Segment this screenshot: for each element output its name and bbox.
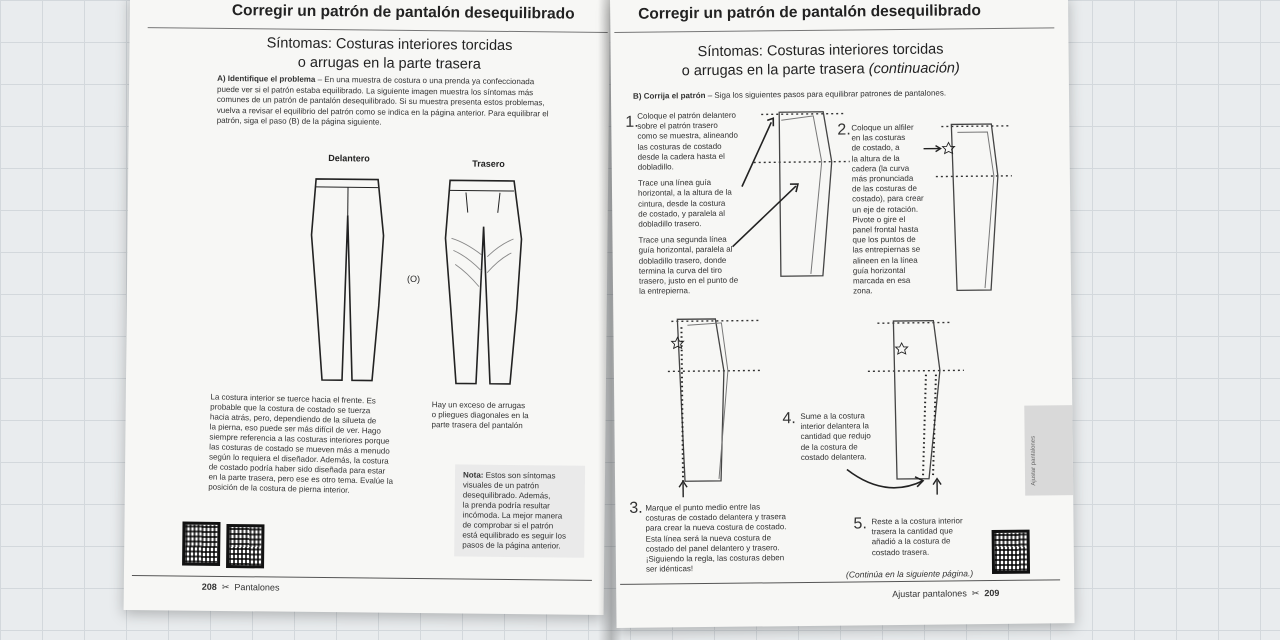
note-box: Nota: Estos son síntomas visuales de un patrón desequilibrado. Además, la prenda podría resultar incómoda. La mejor manera de comprobar si el patrón está equilibrado es seguir los pasos de la página anterior. [454,464,585,557]
step-3-pattern-illustration [663,314,765,501]
step-3-number: 3. [629,499,643,517]
continued-note: (Continúa en la siguiente página.) [845,568,974,580]
label-back: Trasero [472,158,505,169]
left-page [124,0,610,615]
step-4-5-pattern-illustration [863,318,975,499]
right-page [610,0,1075,628]
scissors-icon: ✂ [219,581,232,593]
back-trousers-illustration [440,178,526,391]
step-3-text: Marque el punto medio entre las costuras de costado delantera y trasera para crear la nueva costura de costado. Esta línea será la nueva costura de costado del panel delantero y trasero. ¡Siguiendo la regla, las costuras deben ser idénticas! [645,502,787,574]
step-4-text: Sume a la costura interior delantera la cantidad que redujo de la costura de costado delantera. [800,411,871,462]
left-intro: A) Identifique el problema – En una muestra de costura o una prenda ya confeccionada puede ver si el patrón estaba equilibrado. La siguiente imagen muestra los síntomas más comunes de un patrón de pantalón desequilibrado. Si su muestra presenta estos problemas, vuelva a revisar el equilibrio del patrón como se indica en la página anterior. Para equilibrar el patrón, siga el paso (B) de la página siguiente. [216,73,549,127]
back-caption: Hay un exceso de arrugas o pliegues diagonales en la parte trasera del pantalón [431,400,529,431]
step-5-number: 5. [853,515,867,533]
front-caption: La costura interior se tuerce hacia el frente. Es probable que la costura de costado se tuerza hacia atrás, pero, dependiendo de la silueta de la pierna, eso puede ser más difícil de ver. Hago siempre referencia a las costuras interiores porque las costuras de costado se mueven más a menudo según lo requiera el diseñador. Además, la costura de costado podría haber sido diseñada para estar en la parte trasera, pero ese es otro tema. Evalúe la posición de la costura de pierna interior. [208,392,394,495]
qr-code-3 [992,530,1030,574]
front-trousers-illustration [306,175,388,388]
left-footer: 208 ✂ Pantalones [201,581,280,593]
step-1-number: 1. [625,113,639,131]
qr-code-1 [182,522,220,566]
step-2-pattern-illustration [933,118,1015,299]
scissors-icon: ✂ [969,588,982,599]
left-running-title: Corregir un patrón de pantalón desequilibrado [231,2,575,23]
right-title-rule [614,27,1054,33]
qr-code-2 [226,524,264,568]
right-section-title: Síntomas: Costuras interiores torcidas o arrugas en la parte trasera (continuación) [681,41,960,80]
right-running-title: Corregir un patrón de pantalón desequilibrado [638,2,981,23]
step-2-text: Coloque un alfiler en las costuras de costado, a la altura de la cadera (la curva más pronunciada de las costuras de costado), para crear un eje de rotación. Pivote o gire el panel frontal hasta que los puntos de las entrepiernas se alineen en la línea guía horizontal marcada en esa zona. [851,122,924,296]
label-or: (O) [407,273,421,285]
right-intro: B) Corrija el patrón – Siga los siguientes pasos para equilibrar patrones de pantalones. [632,88,947,101]
label-front: Delantero [328,153,370,164]
step-2-number: 2. [837,121,851,139]
left-section-title: Síntomas: Costuras interiores torcidas o arrugas en la parte trasera [266,35,513,73]
step-4-number: 4. [782,410,796,428]
side-tab: Ajustar pantalones [1024,405,1073,495]
step-1-text: Coloque el patrón delantero sobre el patrón trasero como se muestra, alineando las costuras de costado desde la cadera hasta el dobladillo. Trace una línea guía horizontal, a la altura de la cintura, desde la costura de costado, y paralela al dobladillo trasero. Trace una segunda línea guía horizontal, paralela al dobladillo trasero, donde termina la curva del tiro trasero, justo en el punto de la entrepierna. [637,110,739,296]
left-title-rule [148,27,608,33]
left-footer-rule [132,575,592,581]
right-footer-rule [620,579,1060,585]
right-footer: Ajustar pantalones ✂ 209 [892,587,1000,600]
step-5-text: Reste a la costura interior trasera la cantidad que añadió a la costura de costado trasera. [871,516,963,557]
